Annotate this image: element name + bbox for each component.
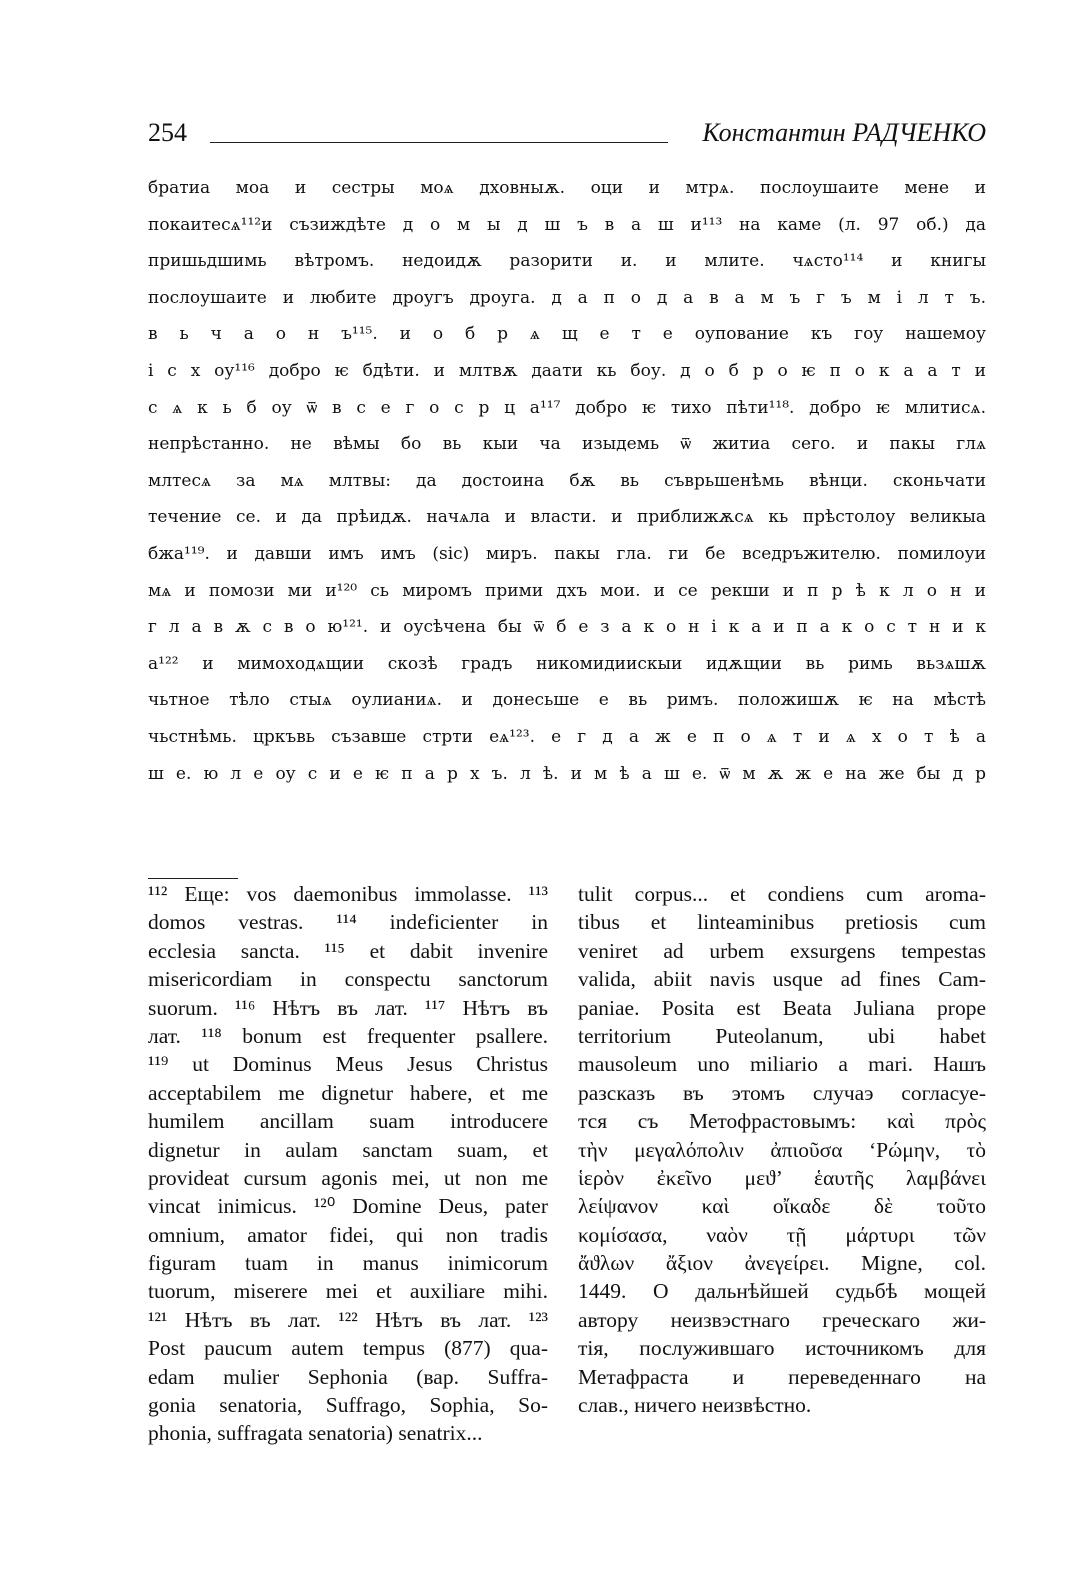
text-line: течениe се. и да прѣидѫ. начѧла и власти. и приближѫсѧ кь прѣстолоу великыа	[148, 507, 986, 528]
text-line: послоушаите и любите дроугъ дроуга. д а п о д а в а м ъ г ъ м і л т ъ.	[148, 287, 986, 308]
footnote-line: gonia senatoria, Suffrago, Sophia, So-	[148, 1393, 548, 1418]
footnote-line: ¹²¹ Нѣтъ въ лат. ¹²² Нѣтъ въ лат. ¹²³	[148, 1307, 548, 1332]
footnote-line: provideat cursum agonis mei, ut non me	[148, 1165, 548, 1190]
footnote-line: edam mulier Sephonia (вар. Suffra-	[148, 1364, 548, 1389]
footnote-line: слав., ничего неизвѣстно.	[578, 1393, 812, 1418]
text-line: чьстнѣмь. цркъвь съзавше стрти еѧ¹²³. e г д а ж е п о ѧ т и ѧ х о т ѣ а	[148, 726, 986, 747]
footnote-line: κομίσασα, ναὸν τῇ μάρτυρι τῶν	[578, 1222, 986, 1247]
text-line: непрѣстанно. не вѣмы бо вь кыи ча изыдемь ѿ житиа сего. и пакы глѧ	[148, 434, 986, 455]
footnote-line: omnium, amator fidei, qui non tradis	[148, 1222, 548, 1247]
footnote-line: Post paucum autem tempus (877) qua-	[148, 1336, 548, 1361]
text-line: в ь ч а о н ъ¹¹⁵. и о б р ѧ щ е т е оупованиe къ гоу нашемоу	[148, 324, 986, 345]
text-line: ш е. ю л е оу с и e ѥ п а р х ъ. л ѣ. и м ѣ а ш е. ѿ м ѫ ж е на же бы д р	[148, 763, 986, 784]
footnote-line: ἄϑλων ἄξιον ἀνεγείρει. Migne, col.	[578, 1251, 986, 1276]
page-number: 254	[148, 118, 187, 147]
running-head	[148, 118, 986, 158]
text-line: г л а в ѫ с в о ю¹²¹. и оусѣчена бы ѿ б е з а к о н і к а и п а к о с т н и к	[148, 617, 986, 638]
footnote-line: humilem ancillam suam introducere	[148, 1109, 548, 1134]
text-line: чьтноe тѣло стыѧ оулианиѧ. и донесьше e вь римъ. положишѫ ѥ на мѣстѣ	[148, 690, 986, 711]
footnote-line: tuorum, miserere mei et auxiliare mihi.	[148, 1279, 548, 1304]
footnote-line: λείψανον καὶ οἴκαδε δὲ τοῦτο	[578, 1194, 986, 1219]
footnote-line: valida, abiit navis usque ad fines Cam-	[578, 967, 986, 992]
footnote-line: veniret ad urbem exsurgens tempestas	[578, 938, 986, 963]
footnote-line: tibus et linteaminibus pretiosis cum	[578, 910, 986, 935]
text-line: і с х оу¹¹⁶ добро ѥ бдѣти. и млтвѫ даати кь боу. д о б р о ѥ п о к а а т и	[148, 360, 986, 381]
footnote-line: mausoleum uno miliario a mari. Нашъ	[578, 1052, 986, 1077]
text-line: братиа моа и сестры моѧ дховныѫ. оци и мтрѧ. послоушаите мене и	[148, 178, 986, 198]
text-line: покаитесѧ¹¹²и съзиждѣте д о м ы д ш ъ в а ш и¹¹³ на камe (л. 97 об.) да	[148, 214, 986, 235]
text-line: пришьдшимь вѣтромъ. недоидѫ разорити и. и млите. чѧсто¹¹⁴ и книгы	[148, 251, 986, 272]
footnote-line: Метафраста и переведеннаго на	[578, 1364, 986, 1389]
footnote-line: лат. ¹¹⁸ bonum est frequenter psallere.	[148, 1023, 548, 1048]
footnote-separator	[148, 878, 238, 879]
footnote-line: territorium Puteolanum, ubi habet	[578, 1023, 986, 1048]
footnote-line: 1449. О дальнѣйшей судьбѣ мощей	[578, 1279, 986, 1304]
church-slavonic-text	[148, 170, 986, 792]
text-line: мѧ и помози ми и¹²⁰ сь миромъ прими дхъ мои. и се рекши и п р ѣ к л о н и	[148, 580, 986, 601]
footnote-line: paniae. Posita est Beata Juliana prope	[578, 995, 986, 1020]
footnote-line: figuram tuam in manus inimicorum	[148, 1251, 548, 1276]
text-line: бжа¹¹⁹. и давши имъ имъ (sic) миръ. пакы гла. ги бе вседръжителю. помилоуи	[148, 543, 986, 564]
footnote-line: acceptabilem me dignetur habere, et me	[148, 1080, 548, 1105]
footnote-line: ¹¹⁹ ut Dominus Meus Jesus Christus	[148, 1052, 548, 1077]
footnote-line: автору неизвэстнаго греческаго жи-	[578, 1307, 986, 1332]
footnote-line: vincat inimicus. ¹²⁰ Domine Deus, pater	[148, 1194, 548, 1219]
running-head-rule	[210, 142, 668, 143]
footnote-line: разсказъ въ этомъ случаэ согласуе-	[578, 1080, 986, 1105]
text-line: а¹²² и мимоходѧщии скозѣ градъ никомидиискыи идѫщии вь римь вьзѧшѫ	[148, 653, 986, 674]
footnote-line: ecclesia sancta. ¹¹⁵ et dabit invenire	[148, 938, 548, 963]
footnote-line: ¹¹² Еще: vos daemonibus immolasse. ¹¹³	[148, 882, 548, 906]
footnote-line: dignetur in aulam sanctam suam, et	[148, 1137, 548, 1162]
footnote-line: tulit corpus... et condiens cum aroma-	[578, 882, 986, 906]
footnote-line: suorum. ¹¹⁶ Нѣтъ въ лат. ¹¹⁷ Нѣтъ въ	[148, 995, 548, 1020]
running-head-author: Константин РАДЧЕНКО	[702, 118, 986, 147]
text-line: млтесѧ за мѧ млтвы: да достоина бѫ вь съврьшенѣмь вѣнци. сконьчати	[148, 470, 986, 491]
footnote-line: domos vestras. ¹¹⁴ indeficienter in	[148, 910, 548, 935]
text-line: с ѧ к ь б оу ѿ в с е г о с р ц а¹¹⁷ добро ѥ тихо пѣти¹¹⁸. добро ѥ млитисѧ.	[148, 397, 986, 418]
footnote-line: misericordiam in conspectu sanctorum	[148, 967, 548, 992]
footnote-line: ἱερὸν ἐκεῖνο μεϑ’ ἑαυτῆς λαμβάνει	[578, 1165, 986, 1190]
footnote-line: тія, послужившаго источникомъ для	[578, 1336, 986, 1361]
footnotes-left-column	[148, 880, 548, 1448]
footnotes-right-column	[578, 880, 986, 1419]
footnote-line: τὴν μεγαλόπολιν ἀπιοῦσα ‘Ρώμην, τὸ	[578, 1137, 986, 1162]
footnote-line: тся съ Метофрастовымъ: καὶ πρὸς	[578, 1109, 986, 1134]
footnote-line: phonia, suffragata senatoria) senatrix...	[148, 1421, 483, 1446]
